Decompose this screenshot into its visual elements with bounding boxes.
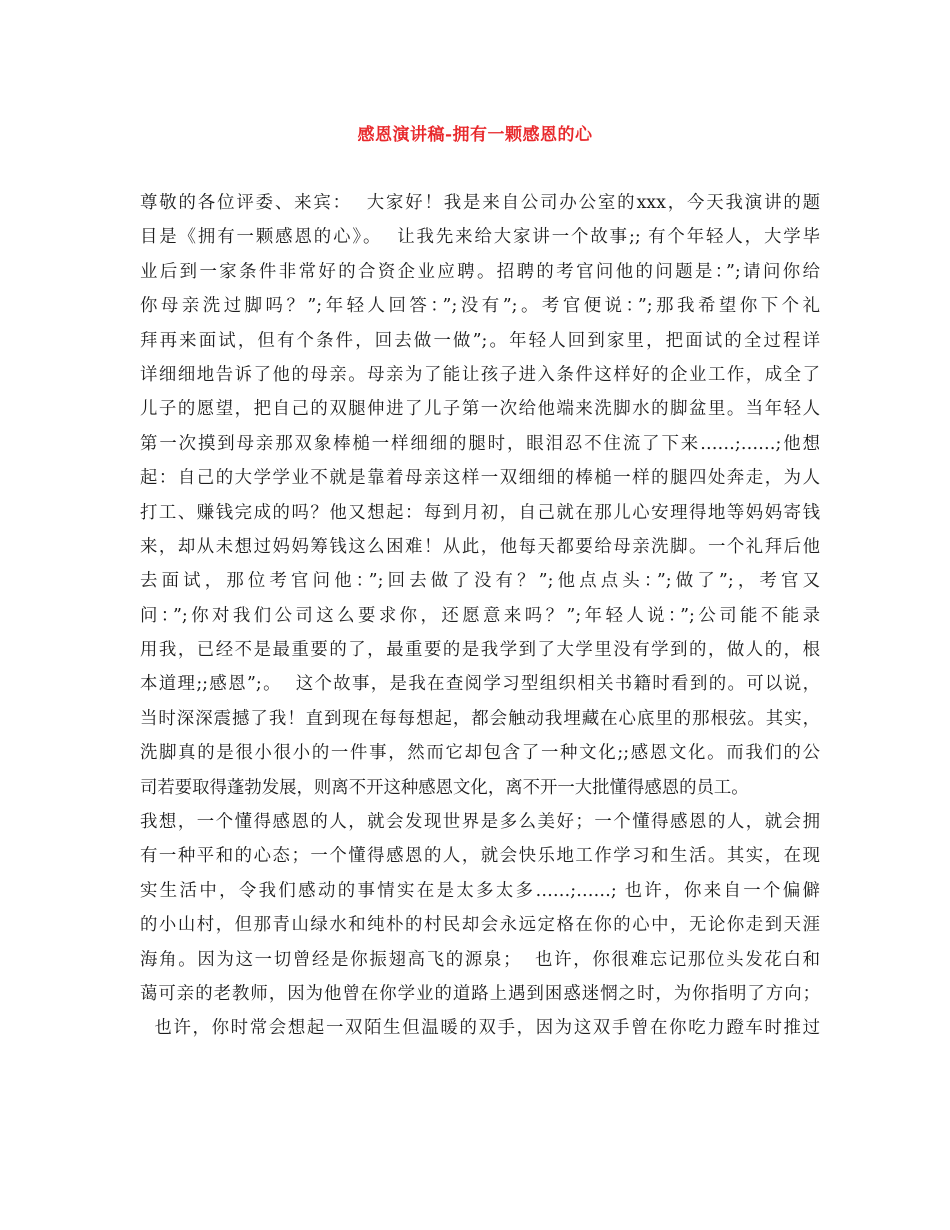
document-body: [140, 186, 820, 1046]
body-line: 也许，你时常会想起一双陌生但温暖的双手，因为这双手曾在你吃力蹬车时推过: [140, 1018, 820, 1039]
body-line: 打工、赚钱完成的吗？他又想起：每到月初，自己就在那儿心安理得地等妈妈寄钱: [140, 502, 820, 523]
body-line: 起：自己的大学学业不就是靠着母亲这样一双细细的棒槌一样的腿四处奔走，为人: [140, 468, 820, 489]
body-line: 儿子的愿望，把自己的双腿伸进了儿子第一次给他端来洗脚水的脚盆里。当年轻人: [140, 399, 820, 420]
body-line: 海角。因为这一切曾经是你振翅高飞的源泉； 也许，你很难忘记那位头发花白和: [140, 949, 820, 970]
document-title: 感恩演讲稿-拥有一颗感恩的心: [357, 125, 593, 145]
body-line: 尊敬的各位评委、来宾： 大家好！我是来自公司办公室的xxx，今天我演讲的题: [140, 193, 820, 213]
body-line: 业后到一家条件非常好的合资企业应聘。招聘的考官问他的问题是：”;请问你给: [140, 261, 820, 282]
body-line: 我想，一个懂得感恩的人，就会发现世界是多么美好；一个懂得感恩的人，就会拥: [140, 812, 820, 833]
body-line: 用我，已经不是最重要的了，最重要的是我学到了大学里没有学到的，做人的，根: [140, 640, 820, 661]
body-line: 蔼可亲的老教师，因为他曾在你学业的道路上遇到困惑迷惘之时，为你指明了方向；: [140, 983, 820, 1004]
body-line: 来，却从未想过妈妈筹钱这么困难！从此，他每天都要给母亲洗脚。一个礼拜后他: [140, 536, 820, 557]
body-line: 你母亲洗过脚吗？”;年轻人回答：”;没有”;。考官便说：”;那我希望你下个礼: [140, 296, 820, 317]
body-line: 洗脚真的是很小很小的一件事，然而它却包含了一种文化;;感恩文化。而我们的公: [140, 743, 820, 764]
body-line: 的小山村，但那青山绿水和纯朴的村民却会永远定格在你的心中，无论你走到天涯: [140, 915, 820, 936]
body-line: 司若要取得蓬勃发展，则离不开这种感恩文化，离不开一大批懂得感恩的员工。: [140, 777, 749, 798]
body-line: 当时深深震撼了我！直到现在每每想起，都会触动我埋藏在心底里的那根弦。其实，: [140, 708, 820, 729]
body-line: 第一次摸到母亲那双象棒槌一样细细的腿时，眼泪忍不住流了下来……;……;他想: [140, 433, 820, 454]
body-line: 实生活中，令我们感动的事情实在是太多太多……;……; 也许，你来自一个偏僻: [140, 880, 820, 901]
body-line: 有一种平和的心态；一个懂得感恩的人，就会快乐地工作学习和生活。其实，在现: [140, 846, 820, 867]
body-line: 去面试，那位考官问他：”;回去做了没有？”;他点点头：”;做了”;，考官又: [140, 571, 820, 592]
body-line: 拜再来面试，但有个条件，回去做一做”;。年轻人回到家里，把面试的全过程详: [140, 330, 820, 351]
body-line: 详细细地告诉了他的母亲。母亲为了能让孩子进入条件这样好的企业工作，成全了: [140, 364, 820, 385]
body-line: 本道理;;感恩”;。 这个故事，是我在查阅学习型组织相关书籍时看到的。可以说，: [140, 674, 820, 695]
body-line: 问：”;你对我们公司这么要求你，还愿意来吗？”;年轻人说：”;公司能不能录: [140, 605, 820, 626]
body-line: 目是《拥有一颗感恩的心》。 让我先来给大家讲一个故事;; 有个年轻人，大学毕: [140, 227, 820, 248]
